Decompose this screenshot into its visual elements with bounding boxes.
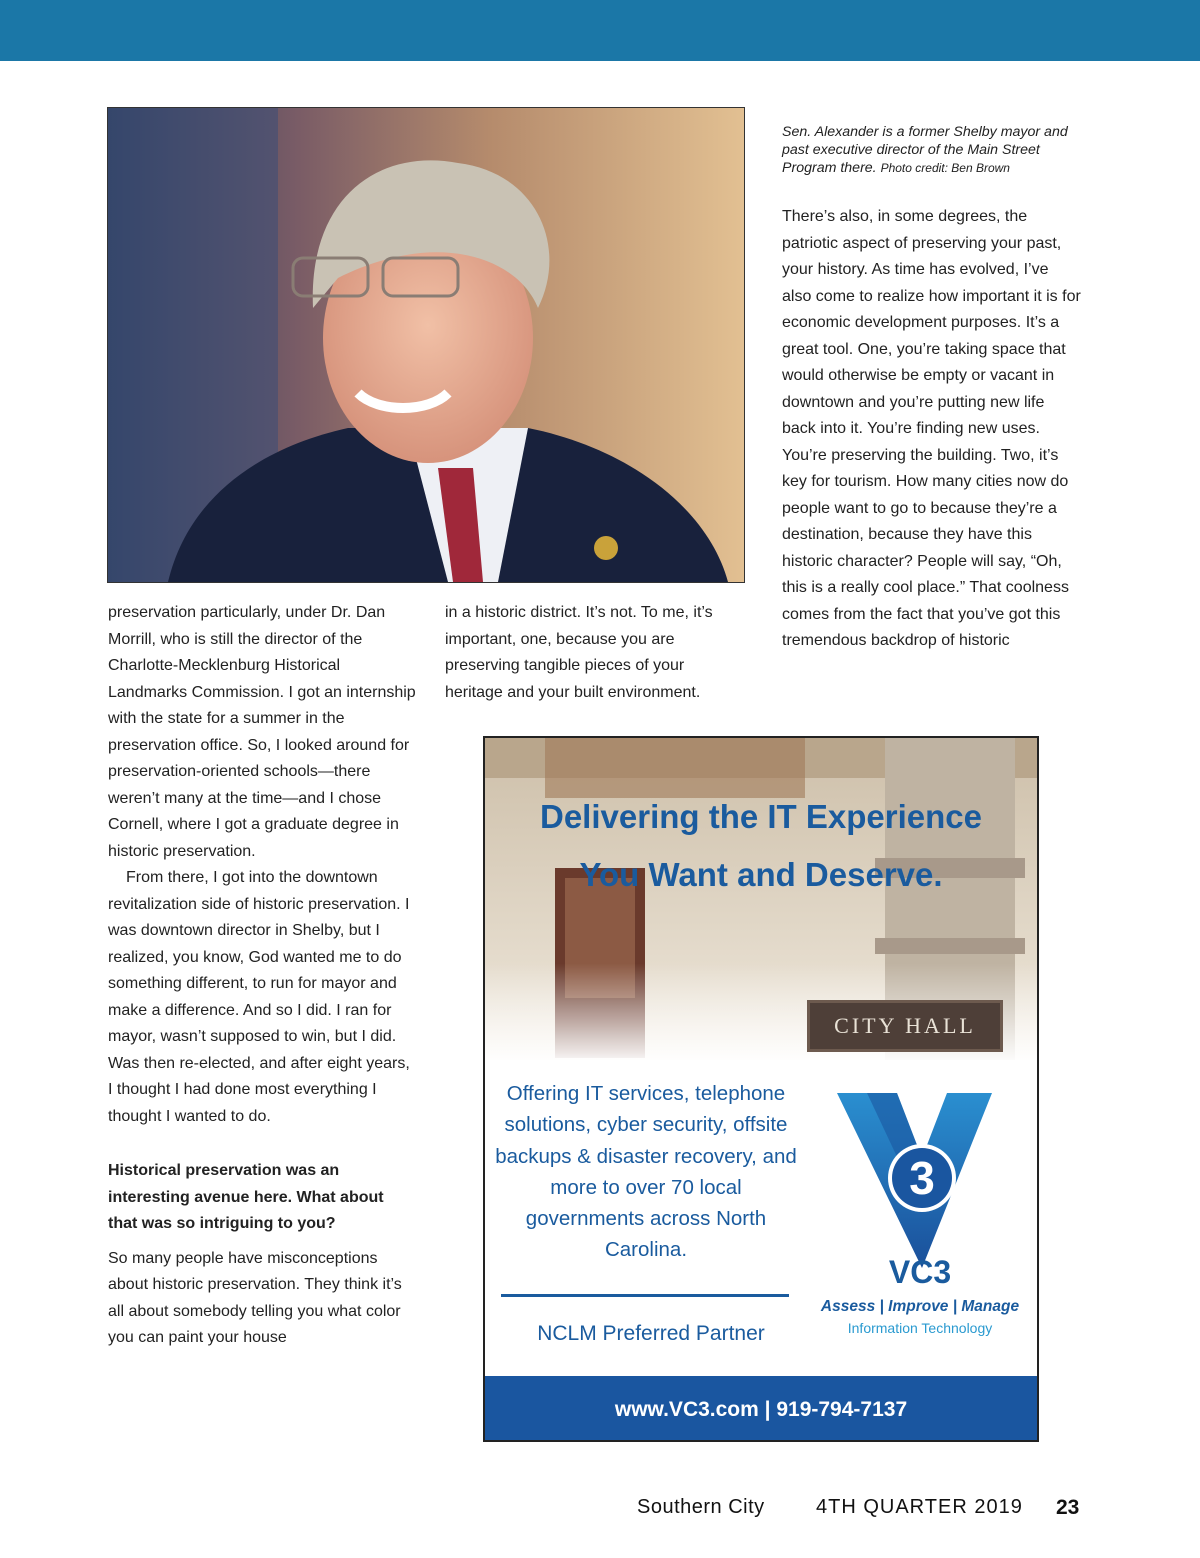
ad-body-text: Offering IT services, telephone solutions, cyber security, offsite backups & disaster recovery, and more to over 70 local governments across North Carolina.: [495, 1082, 797, 1262]
ad-headline-line-1: Delivering the IT Experience: [540, 798, 982, 835]
article-column-right: [782, 204, 1082, 655]
caption-text: Sen. Alexander is a former Shelby mayor and past executive director of the Main Street Program there.: [782, 124, 1068, 176]
publication-name: Southern City: [637, 1496, 765, 1518]
ad-contact-footer: www.VC3.com | 919-794-7137: [485, 1376, 1037, 1440]
city-hall-sign: CITY HALL: [807, 1000, 1003, 1052]
article-column-middle: [445, 600, 745, 706]
interview-answer: So many people have misconceptions about historic preservation. They think it’s all about somebody telling you what color you can paint your house: [108, 1249, 402, 1346]
page-number: 23: [1056, 1496, 1080, 1519]
issue-label: 4TH QUARTER 2019: [816, 1496, 1023, 1518]
vc3-subtagline: Information Technology: [847, 1320, 993, 1336]
interview-question: Historical preservation was an interesting avenue here. What about that was so intriguing to you?: [108, 1162, 384, 1232]
photo-credit: Photo credit: Ben Brown: [880, 161, 1010, 175]
article-column-left: [108, 600, 416, 1352]
vc3-advertisement: [483, 736, 1039, 1442]
article-paragraph: in a historic district. It’s not. To me, it’s important, one, because you are preserving tangible pieces of your heritage and your built environment.: [445, 604, 713, 701]
ad-headline: [485, 788, 1037, 904]
article-paragraph: There’s also, in some degrees, the patriotic aspect of preserving your past, your history. As time has evolved, I’ve also come to realize how important it is for economic development purposes. It’s a great tool. One, you’re taking space that would otherwise be empty or vacant in downtown and you’re putting new life back into it. You’re finding new uses. You’re preserving the building. Two, it’s key for tourism. How many cities now do people want to go to because they’re a destination, because they have this historic character? People will say, “Oh, this is a really cool place.” That coolness comes from the fact that you’ve got this tremendous backdrop of historic: [782, 208, 1081, 649]
logo-number: 3: [909, 1152, 935, 1204]
portrait-photo: [107, 107, 745, 583]
portrait-illustration: [108, 108, 744, 582]
photo-caption: [782, 123, 1092, 177]
ad-divider: [501, 1294, 789, 1297]
preferred-partner-label: NCLM Preferred Partner: [537, 1322, 765, 1345]
vc3-logo-name: VC3: [888, 1254, 952, 1290]
vc3-logo-icon: [837, 1088, 1007, 1268]
vc3-tagline: Assess | Improve | Manage: [820, 1298, 1020, 1315]
top-color-bar: [0, 0, 1200, 61]
article-paragraph: From there, I got into the downtown revitalization side of historic preservation. I was downtown director in Shelby, but I realized, you know, God wanted me to do something different, to run for mayor and make a difference. And so I did. I ran for mayor, wasn’t supposed to win, but I did. Was then re-elected, and after eight years, I thought I had done most everything I thought I wanted to do.: [108, 869, 410, 1125]
ad-headline-line-2: You Want and Deserve.: [579, 856, 943, 893]
article-paragraph: preservation particularly, under Dr. Dan Morrill, who is still the director of the Charlotte-Mecklenburg Historical Landmarks Commission. I got an internship with the state for a summer in the preservation office. So, I looked around for preservation-oriented schools—there weren’t many at the time—and I chose Cornell, where I got a graduate degree in historic preservation.: [108, 604, 416, 860]
